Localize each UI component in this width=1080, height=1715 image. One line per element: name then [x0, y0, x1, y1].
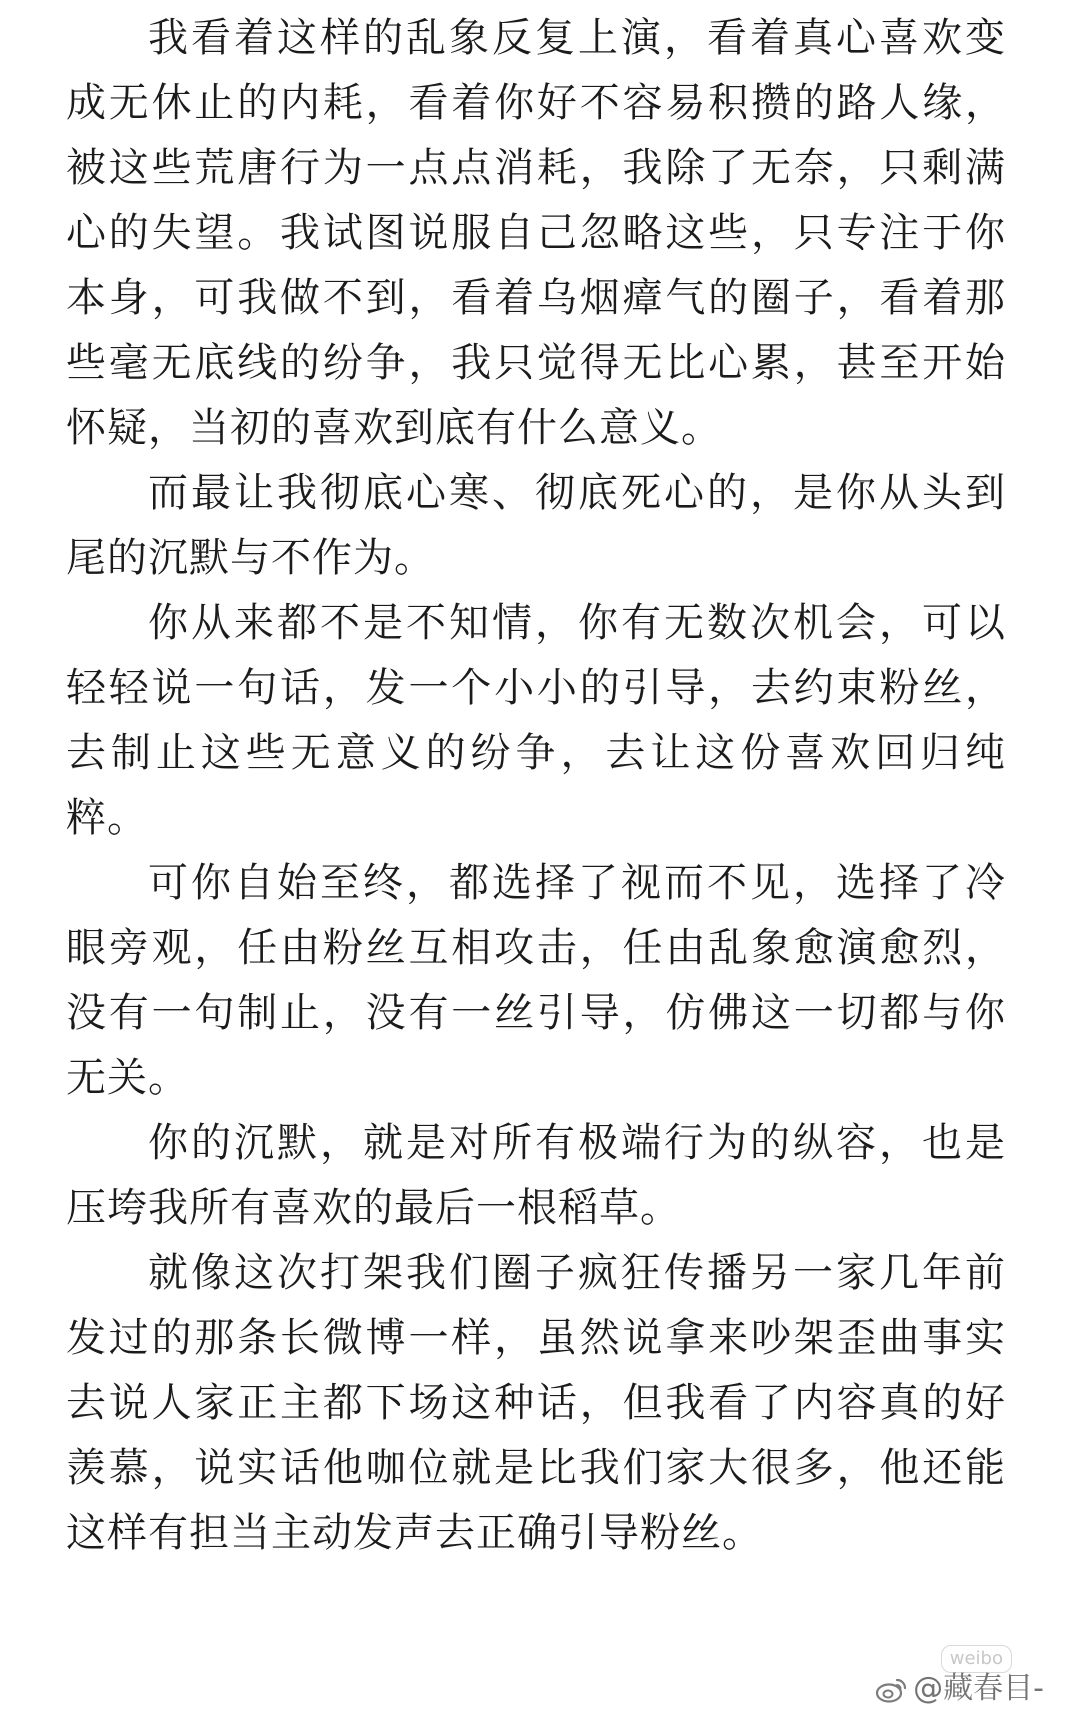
watermark-handle: @藏春目-: [913, 1671, 1044, 1706]
watermark: [875, 1671, 1044, 1707]
paragraph-2: 而最让我彻底心寒、彻底死心的，是你从头到尾的沉默与不作为。: [66, 470, 1006, 581]
paragraph-5: 你的沉默，就是对所有极端行为的纵容，也是压垮我所有喜欢的最后一根稻草。: [66, 1120, 1006, 1231]
paragraph-3: 你从来都不是不知情，你有无数次机会，可以轻轻说一句话，发一个小小的引导，去约束粉丝，去制止这些无意义的纷争，去让这份喜欢回归纯粹。: [66, 600, 1006, 841]
watermark-brand: weibo: [941, 1645, 1012, 1673]
paragraph-1: 我看着这样的乱象反复上演，看着真心喜欢变成无休止的内耗，看着你好不容易积攒的路人缘，被这些荒唐行为一点点消耗，我除了无奈，只剩满心的失望。我试图说服自己忽略这些，只专注于你本身，可我做不到，看着乌烟瘴气的圈子，看着那些毫无底线的纷争，我只觉得无比心累，甚至开始怀疑，当初的喜欢到底有什么意义。: [66, 15, 1006, 451]
paragraph-4: 可你自始至终，都选择了视而不见，选择了冷眼旁观，任由粉丝互相攻击，任由乱象愈演愈烈，没有一句制止，没有一丝引导，仿佛这一切都与你无关。: [66, 860, 1006, 1101]
paragraph-6: 就像这次打架我们圈子疯狂传播另一家几年前发过的那条长微博一样，虽然说拿来吵架歪曲事实去说人家正主都下场这种话，但我看了内容真的好羡慕，说实话他咖位就是比我们家大很多，他还能这样有担当主动发声去正确引导粉丝。: [66, 1250, 1006, 1556]
weibo-icon: [875, 1674, 909, 1704]
